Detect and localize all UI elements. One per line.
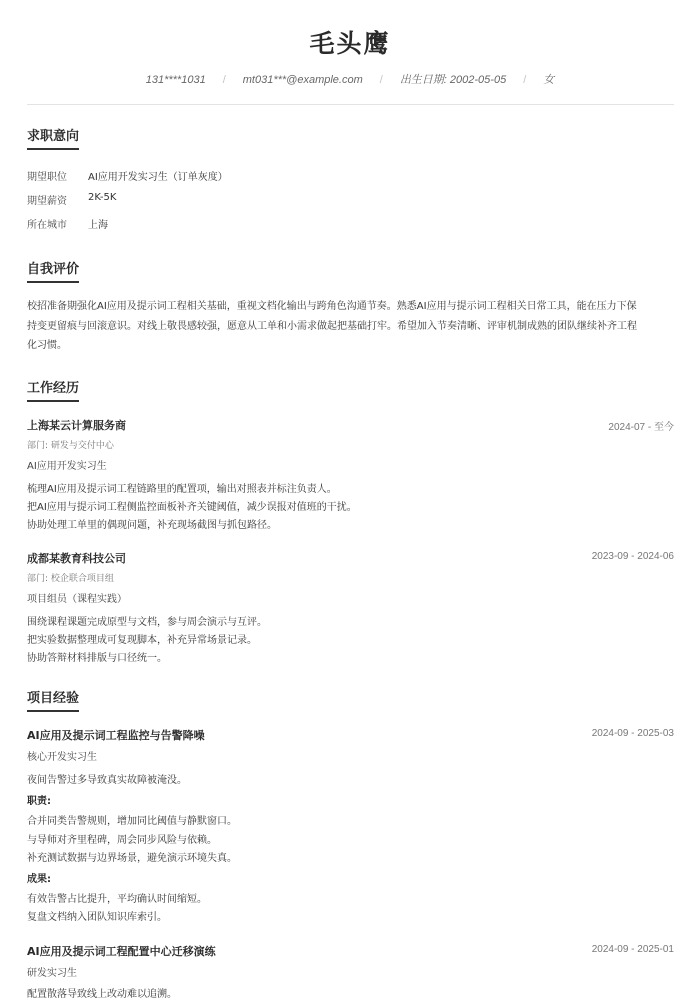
job-org: 成都某教育科技公司: [27, 552, 126, 565]
self-eval-line: 化习惯。: [27, 340, 67, 351]
separator: /: [523, 74, 527, 86]
position-label: 期望职位: [27, 172, 67, 183]
section-title-work: 工作经历: [27, 381, 80, 396]
project-date: 2024-09 - 2025-03: [591, 728, 674, 739]
project-role: 核心开发实习生: [27, 752, 97, 763]
contact-bar: [0, 71, 700, 87]
section-underline: [27, 710, 79, 712]
position-value: AI应用开发实习生（订单灰度）: [88, 172, 228, 183]
job-role: AI应用开发实习生: [27, 461, 107, 472]
separator: /: [222, 74, 226, 86]
project-role: 研发实习生: [27, 968, 77, 979]
section-title-intent: 求职意向: [27, 129, 80, 144]
self-eval-line: 校招准备期强化AI应用及提示词工程相关基础，重视文档化输出与跨角色沟通节奏。熟悉AI应用与提示词工程相关日常工具，能在压力下保: [27, 301, 637, 312]
salary-label: 期望薪资: [27, 196, 67, 207]
job-item: 协助答辩材料排版与口径统一。: [27, 653, 167, 664]
project-desc: 配置散落导致线上改动难以追溯。: [27, 989, 177, 1000]
city-label: 所在城市: [27, 220, 67, 231]
job-item: 把AI应用与提示词工程侧监控面板补齐关键阈值，减少误报对值班的干扰。: [27, 502, 357, 513]
header-divider: [27, 104, 674, 105]
job-dept: 部门: 校企联合项目组: [27, 574, 114, 584]
job-item: 协助处理工单里的偶现问题，补充现场截图与抓包路径。: [27, 520, 277, 531]
project-duty: 补充测试数据与边界场景，避免演示环境失真。: [27, 853, 237, 864]
birth-date-text: 出生日期: 2002-05-05: [399, 74, 507, 86]
job-role: 项目组员（课程实践）: [27, 594, 127, 605]
city-value: 上海: [88, 220, 108, 231]
salary-value: 2K-5K: [88, 192, 117, 203]
candidate-name: 毛头鹰: [309, 29, 391, 58]
section-title-self-eval: 自我评价: [27, 262, 80, 277]
project-name: AI应用及提示词工程监控与告警降噪: [27, 729, 205, 742]
section-underline: [27, 400, 79, 402]
project-result-label: 成果:: [27, 874, 51, 885]
project-desc: 夜间告警过多导致真实故障被淹没。: [27, 775, 187, 786]
gender-text: 女: [543, 74, 555, 86]
job-dept: 部门: 研发与交付中心: [27, 441, 114, 451]
section-underline: [27, 281, 79, 283]
separator: /: [379, 74, 383, 86]
job-item: 围绕课程课题完成原型与文档，参与周会演示与互评。: [27, 617, 267, 628]
section-title-projects: 项目经验: [27, 691, 80, 706]
section-underline: [27, 148, 79, 150]
self-eval-line: 持变更留痕与回滚意识。对线上敬畏感较强，愿意从工单和小需求做起把基础打牢。希望加入节奏清晰、评审机制成熟的团队继续补齐工程: [27, 320, 637, 332]
job-date: 2023-09 - 2024-06: [591, 551, 674, 562]
project-duty-label: 职责:: [27, 796, 51, 807]
project-result: 复盘文档纳入团队知识库索引。: [27, 912, 167, 923]
job-item: 把实验数据整理成可复现脚本，补充异常场景记录。: [27, 635, 257, 646]
self-eval-text: [27, 297, 674, 356]
phone-text: 131****1031: [145, 74, 206, 86]
job-item: 梳理AI应用及提示词工程链路里的配置项，输出对照表并标注负责人。: [27, 484, 337, 495]
job-org: 上海某云计算服务商: [27, 419, 126, 432]
project-name: AI应用及提示词工程配置中心迁移演练: [27, 945, 216, 958]
project-duty: 合并同类告警规则，增加同比阈值与静默窗口。: [27, 816, 237, 827]
job-date: 2024-07 - 至今: [608, 422, 674, 433]
email-text: mt031***@example.com: [242, 74, 363, 86]
project-duty: 与导师对齐里程碑，周会同步风险与依赖。: [27, 835, 217, 846]
project-date: 2024-09 - 2025-01: [591, 944, 674, 955]
project-result: 有效告警占比提升，平均确认时间缩短。: [27, 894, 207, 905]
